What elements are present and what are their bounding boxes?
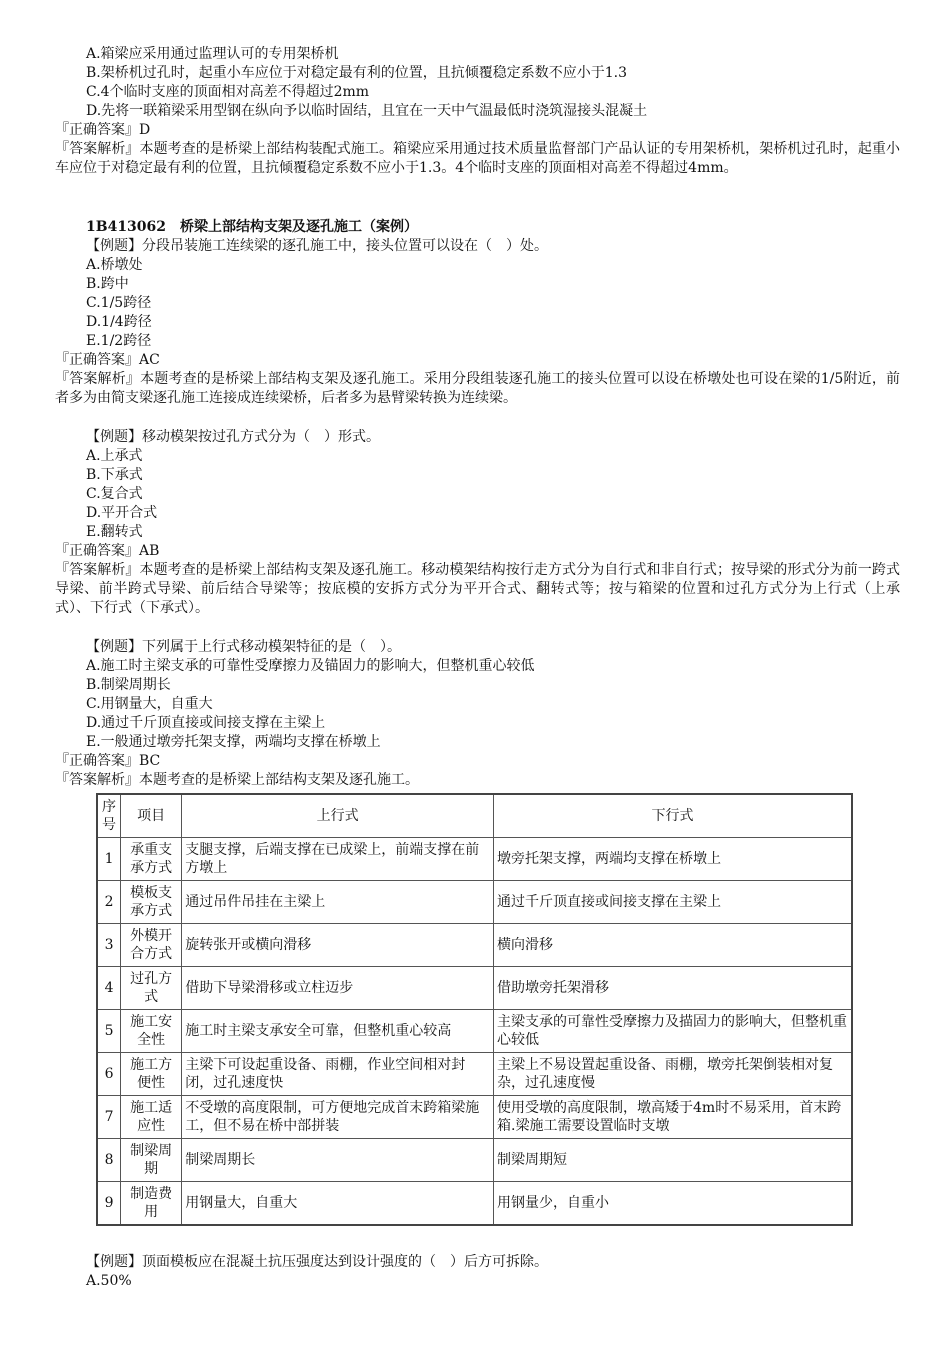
- row-lower: 用钢量少，自重小: [494, 1182, 852, 1226]
- correct-answer: 『正确答案』AC: [55, 352, 160, 368]
- row-item: 承重支承方式: [121, 838, 182, 881]
- table-row: [97, 1096, 852, 1139]
- row-lower: 使用受墩的高度限制，墩高矮于4m时不易采用，首末跨箱.梁施工需要设置临时支墩: [494, 1096, 852, 1139]
- row-upper: 借助下导梁滑移或立柱迈步: [182, 967, 494, 1010]
- table-row: [97, 967, 852, 1010]
- option-line: A.箱梁应采用通过监理认可的专用架桥机: [86, 46, 339, 62]
- row-no: 9: [97, 1182, 121, 1226]
- row-lower: 主梁上不易设置起重设备、雨棚，墩旁托架倒装相对复杂，过孔速度慢: [494, 1053, 852, 1096]
- answer-analysis: 『答案解析』本题考查的是桥梁上部结构支架及逐孔施工。采用分段组装逐孔施工的接头位置可以设在桥墩处也可设在梁的1/5附近，前者多为由简支梁逐孔施工连接成连续梁桥，后者多为悬臂梁转换为连续梁。: [55, 371, 900, 406]
- row-upper: 不受墩的高度限制，可方便地完成首末跨箱梁施工，但不易在桥中部拼装: [182, 1096, 494, 1139]
- option-line: D.先将一联箱梁采用型钢在纵向予以临时固结，且宜在一天中气温最低时浇筑湿接头混凝土: [86, 103, 648, 119]
- row-item: 施工适应性: [121, 1096, 182, 1139]
- table-row: [97, 1053, 852, 1096]
- option-line: B.架桥机过孔时，起重小车应位于对稳定最有利的位置，且抗倾覆稳定系数不应小于1.3: [86, 65, 628, 81]
- row-lower: 借助墩旁托架滑移: [494, 967, 852, 1010]
- row-no: 8: [97, 1139, 121, 1182]
- question-text: 【例题】分段吊装施工连续梁的逐孔施工中，接头位置可以设在（ ）处。: [86, 238, 548, 254]
- row-no: 6: [97, 1053, 121, 1096]
- option-line: D.平开合式: [86, 505, 158, 521]
- row-item: 制造费用: [121, 1182, 182, 1226]
- row-item: 过孔方式: [121, 967, 182, 1010]
- row-item: 外模开合方式: [121, 924, 182, 967]
- option-line: E.1/2跨径: [86, 333, 152, 349]
- row-item: 施工安全性: [121, 1010, 182, 1053]
- header-no: 序号: [97, 794, 121, 838]
- header-upper-type: 上行式: [182, 794, 494, 838]
- row-lower: 通过千斤顶直接或间接支撑在主梁上: [494, 881, 852, 924]
- row-upper: 施工时主梁支承安全可靠，但整机重心较高: [182, 1010, 494, 1053]
- question-text: 【例题】移动模架按过孔方式分为（ ）形式。: [86, 429, 380, 445]
- option-line: A.桥墩处: [86, 257, 143, 273]
- option-line: C.复合式: [86, 486, 143, 502]
- option-line: A.50%: [86, 1273, 132, 1289]
- row-upper: 用钢量大，自重大: [182, 1182, 494, 1226]
- table-row: [97, 838, 852, 881]
- row-no: 7: [97, 1096, 121, 1139]
- row-no: 2: [97, 881, 121, 924]
- row-upper: 通过吊件吊挂在主梁上: [182, 881, 494, 924]
- table-row: [97, 1139, 852, 1182]
- option-line: E.翻转式: [86, 524, 143, 540]
- row-lower: 主梁支承的可靠性受摩擦力及描固力的影响大，但整机重心较低: [494, 1010, 852, 1053]
- correct-answer: 『正确答案』D: [55, 122, 151, 138]
- option-line: C.用钢量大，自重大: [86, 696, 213, 712]
- option-line: A.上承式: [86, 448, 143, 464]
- option-line: A.施工时主梁支承的可靠性受摩擦力及锚固力的影响大，但整机重心较低: [86, 658, 535, 674]
- answer-analysis: 『答案解析』本题考查的是桥梁上部结构装配式施工。箱梁应采用通过技术质量监督部门产品认证的专用架桥机，架桥机过孔时，起重小车应位于对稳定最有利的位置，且抗倾覆稳定系数不应小于1.3。4个临时支座的顶面相对高差不得超过4mm。: [55, 141, 900, 176]
- table-row: [97, 1182, 852, 1226]
- option-line: C.1/5跨径: [86, 295, 152, 311]
- option-line: E.一般通过墩旁托架支撑，两端均支撑在桥墩上: [86, 734, 381, 750]
- row-item: 制梁周期: [121, 1139, 182, 1182]
- correct-answer: 『正确答案』AB: [55, 543, 160, 559]
- table-header-row: [97, 794, 852, 838]
- answer-analysis: 『答案解析』本题考查的是桥梁上部结构支架及逐孔施工。移动模架结构按行走方式分为自行式和非自行式；按导梁的形式分为前一跨式导梁、前半跨式导梁、前后结合导梁等；按底模的安拆方式分为平开合式、翻转式等；按与箱梁的位置和过孔方式分为上行式（上承式）、下行式（下承式）。: [55, 562, 900, 616]
- option-line: B.跨中: [86, 276, 129, 292]
- answer-analysis: 『答案解析』本题考查的是桥梁上部结构支架及逐孔施工。: [55, 772, 419, 788]
- row-upper: 主梁下可设起重设备、雨棚，作业空间相对封闭，过孔速度快: [182, 1053, 494, 1096]
- row-lower: 横向滑移: [494, 924, 852, 967]
- row-upper: 支腿支撑，后端支撑在已成梁上，前端支撑在前方墩上: [182, 838, 494, 881]
- row-lower: 制梁周期短: [494, 1139, 852, 1182]
- table-row: [97, 924, 852, 967]
- row-upper: 旋转张开或横向滑移: [182, 924, 494, 967]
- row-no: 4: [97, 967, 121, 1010]
- row-lower: 墩旁托架支撑，两端均支撑在桥墩上: [494, 838, 852, 881]
- row-upper: 制梁周期长: [182, 1139, 494, 1182]
- row-no: 1: [97, 838, 121, 881]
- comparison-table: [96, 793, 853, 1226]
- table-row: [97, 1010, 852, 1053]
- option-line: B.制梁周期长: [86, 677, 171, 693]
- header-lower-type: 下行式: [494, 794, 852, 838]
- header-item: 项目: [121, 794, 182, 838]
- row-item: 施工方便性: [121, 1053, 182, 1096]
- row-item: 模板支承方式: [121, 881, 182, 924]
- row-no: 3: [97, 924, 121, 967]
- question-text: 【例题】顶面模板应在混凝土抗压强度达到设计强度的（ ）后方可拆除。: [86, 1254, 548, 1270]
- question-text: 【例题】下列属于上行式移动模架特征的是（ ）。: [86, 639, 401, 655]
- table-row: [97, 881, 852, 924]
- correct-answer: 『正确答案』BC: [55, 753, 161, 769]
- option-line: C.4个临时支座的顶面相对高差不得超过2mm: [86, 84, 370, 100]
- option-line: D.1/4跨径: [86, 314, 152, 330]
- row-no: 5: [97, 1010, 121, 1053]
- option-line: B.下承式: [86, 467, 143, 483]
- section-heading: 1B413062 桥梁上部结构支架及逐孔施工（案例）: [86, 219, 419, 235]
- option-line: D.通过千斤顶直接或间接支撑在主梁上: [86, 715, 326, 731]
